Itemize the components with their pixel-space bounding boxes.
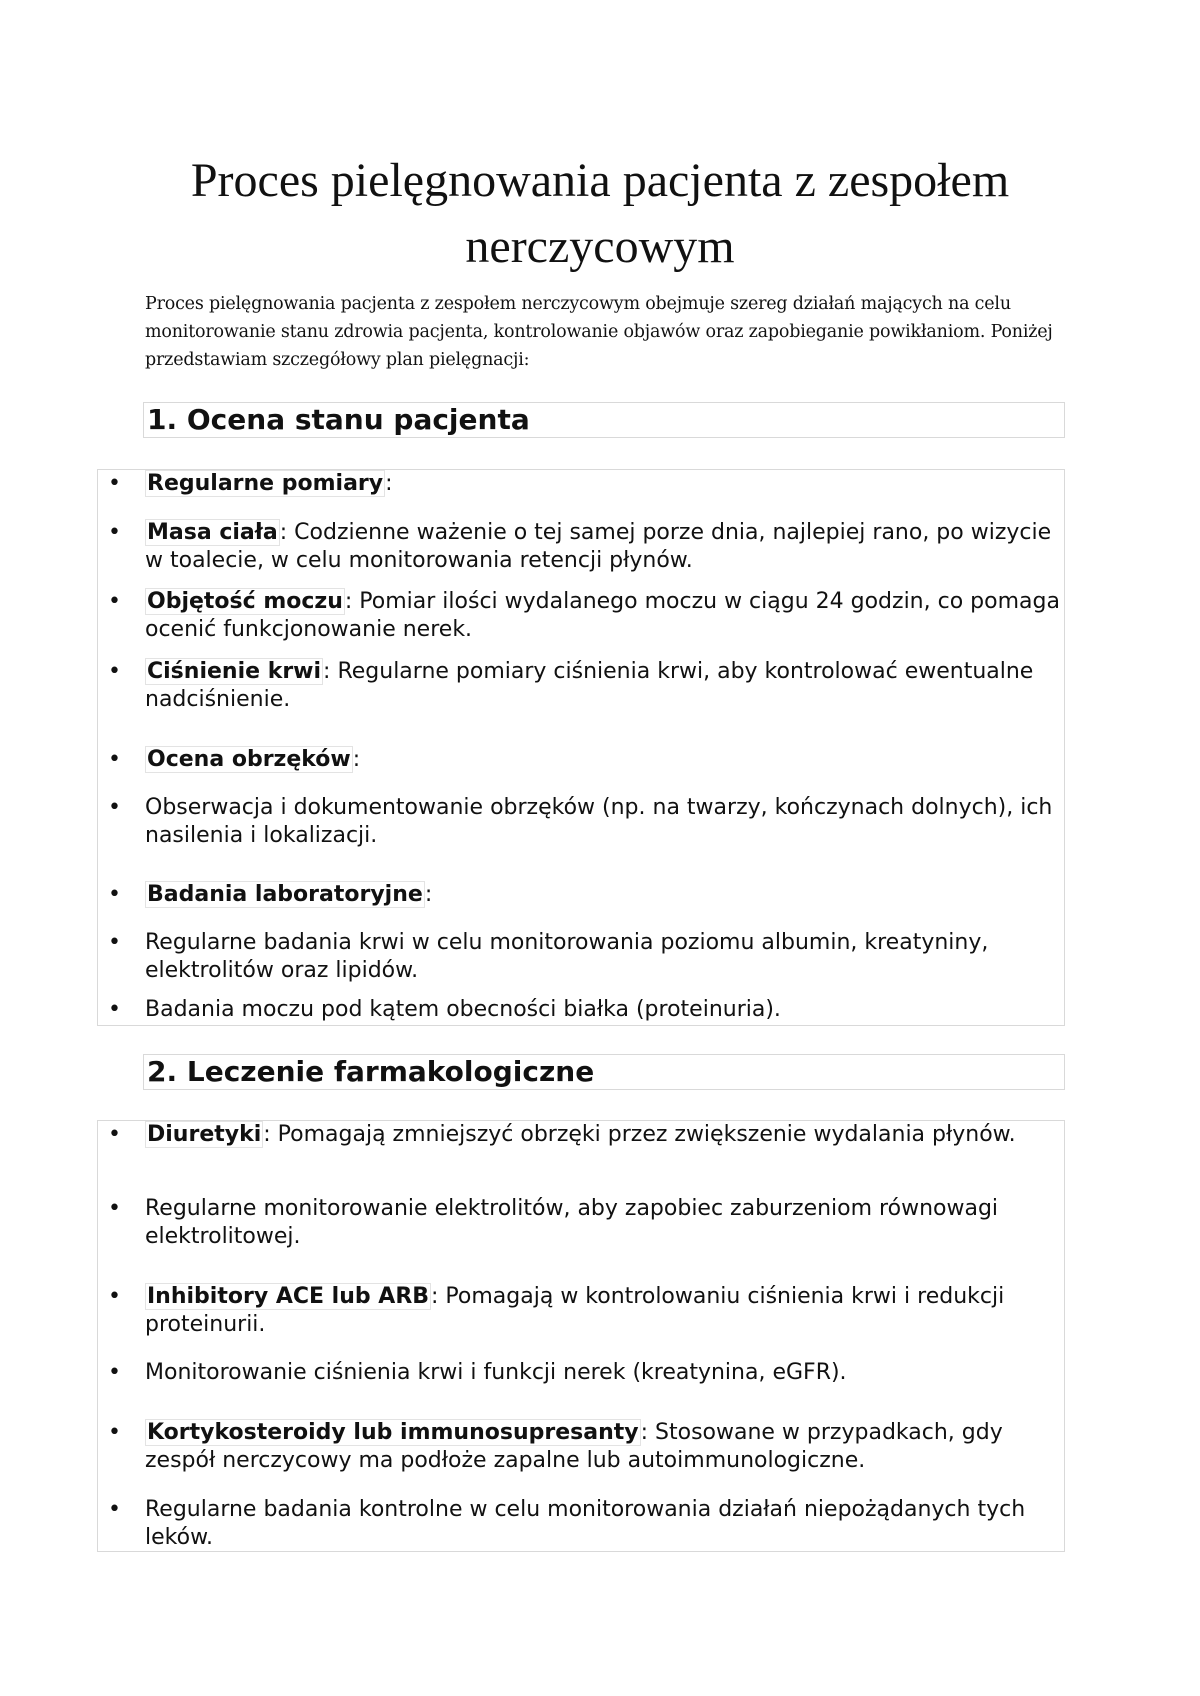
list-item xyxy=(108,794,1065,850)
bullet: • xyxy=(108,795,121,820)
list-item xyxy=(108,519,1065,575)
list-item xyxy=(108,1419,1065,1475)
section-heading-pharmacology: 2. Leczenie farmakologiczne xyxy=(143,1054,1065,1090)
list-item xyxy=(108,929,1065,985)
list-item xyxy=(108,1195,1065,1251)
list-item xyxy=(108,996,1065,1024)
list-item xyxy=(108,746,1065,774)
list-item xyxy=(108,658,1065,714)
bullet: • xyxy=(108,520,121,545)
term: Inhibitory ACE lub ARB xyxy=(147,1284,430,1309)
bullet: • xyxy=(108,1122,121,1147)
list-item xyxy=(108,1496,1065,1552)
list-item xyxy=(108,470,1065,498)
document-title: Proces pielęgnowania pacjenta z zespołem nerczycowym xyxy=(190,154,1010,273)
term: Kortykosteroidy lub immunosupresanty xyxy=(147,1420,639,1445)
bullet: • xyxy=(108,589,121,614)
bullet: • xyxy=(108,1420,121,1445)
term: Diuretyki xyxy=(147,1122,262,1147)
item-text: : Pomagają zmniejszyć obrzęki przez zwiększenie wydalania płynów. xyxy=(263,1122,1016,1147)
term: Objętość moczu xyxy=(147,589,343,614)
intro-paragraph: Proces pielęgnowania pacjenta z zespołem nerczycowym obejmuje szereg działań mających na celu monitorowanie stanu zdrowia pacjenta, kontrolowanie objawów oraz zapobieganie powikłaniom. Poniżej przedstawiam szczegółowy plan pielęgnacji: xyxy=(145,294,1053,370)
section-heading-assessment: 1. Ocena stanu pacjenta xyxy=(143,402,1065,438)
bullet: • xyxy=(108,930,121,955)
item-text: Regularne monitorowanie elektrolitów, aby zapobiec zaburzeniom równowagi elektrolitowej. xyxy=(145,1196,999,1249)
term: Ocena obrzęków xyxy=(147,747,351,772)
term: Masa ciała xyxy=(147,520,278,545)
item-text: : xyxy=(385,471,393,496)
item-text: Regularne badania kontrolne w celu monitorowania działań niepożądanych tych leków. xyxy=(145,1497,1026,1550)
list-item xyxy=(108,588,1065,644)
item-text: : Pomagają w kontrolowaniu ciśnienia krwi i redukcji proteinurii. xyxy=(145,1284,1005,1337)
bullet: • xyxy=(108,1284,121,1309)
bullet: • xyxy=(108,997,121,1022)
list-item xyxy=(108,1283,1065,1339)
item-text: : Codzienne ważenie o tej samej porze dnia, najlepiej rano, po wizycie w toalecie, w celu monitorowania retencji płynów. xyxy=(145,520,1052,573)
item-text: : xyxy=(424,882,433,907)
list-item xyxy=(108,1121,1065,1149)
bullet: • xyxy=(108,747,121,772)
list-item xyxy=(108,881,1065,909)
list-item xyxy=(108,1359,1065,1387)
item-text: Regularne badania krwi w celu monitorowania poziomu albumin, kreatyniny, elektrolitów oraz lipidów. xyxy=(145,930,989,983)
term: Badania laboratoryjne xyxy=(147,882,423,907)
item-text: : xyxy=(352,747,361,772)
bullet: • xyxy=(108,1196,121,1221)
bullet: • xyxy=(108,882,121,907)
item-text: : Stosowane w przypadkach, gdy zespół nerczycowy ma podłoże zapalne lub autoimmunologiczne. xyxy=(145,1420,1003,1473)
bullet: • xyxy=(108,659,121,684)
bullet: • xyxy=(108,1497,121,1522)
item-text: : Regularne pomiary ciśnienia krwi, aby kontrolować ewentualne nadciśnienie. xyxy=(145,659,1034,712)
bullet: • xyxy=(108,1360,121,1385)
item-text: Monitorowanie ciśnienia krwi i funkcji nerek (kreatynina, eGFR). xyxy=(145,1360,847,1385)
item-text: Obserwacja i dokumentowanie obrzęków (np. na twarzy, kończynach dolnych), ich nasilenia i lokalizacji. xyxy=(145,795,1053,848)
item-text: Badania moczu pod kątem obecności białka (proteinuria). xyxy=(145,997,781,1022)
term: Ciśnienie krwi xyxy=(147,659,322,684)
item-text: : Pomiar ilości wydalanego moczu w ciągu 24 godzin, co pomaga ocenić funkcjonowanie nerek. xyxy=(145,589,1060,642)
term: Regularne pomiary xyxy=(147,471,384,496)
bullet: • xyxy=(108,471,121,496)
